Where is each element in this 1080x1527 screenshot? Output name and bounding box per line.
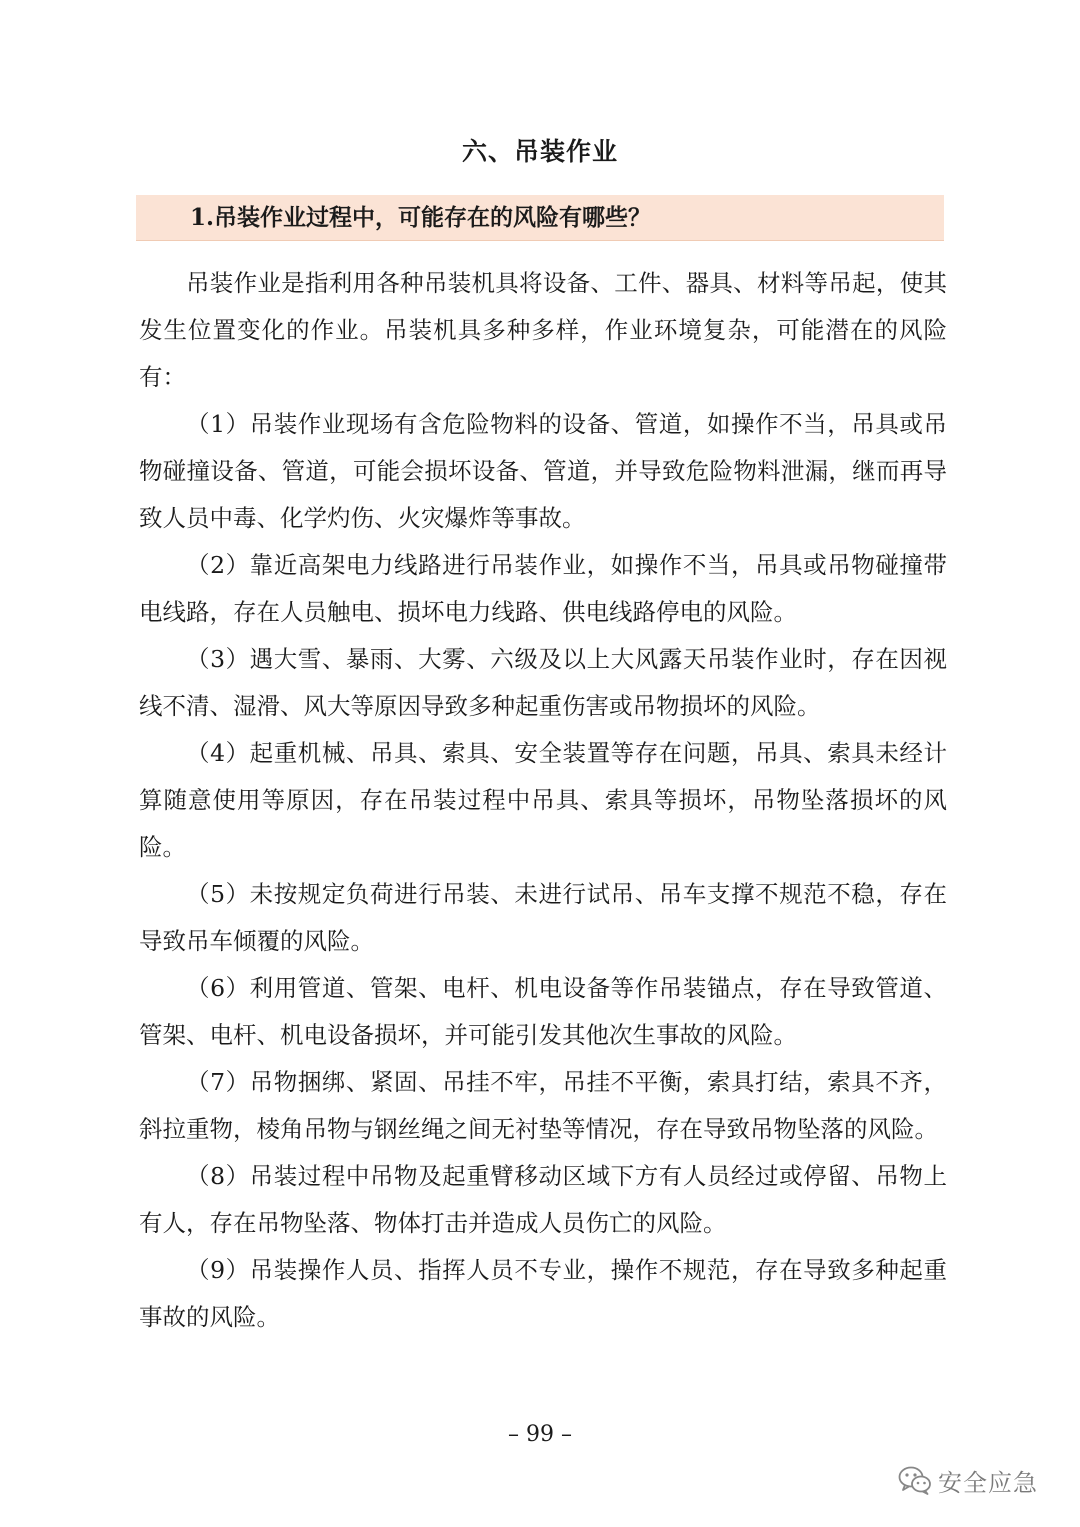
watermark-text: 安全应急 — [938, 1468, 1038, 1497]
risk-item-8: （8）吊装过程中吊物及起重臂移动区域下方有人员经过或停留、吊物上有人，存在吊物坠落、物体打击并造成人员伤亡的风险。 — [139, 1162, 947, 1237]
section-title: 六、吊装作业 — [461, 137, 618, 166]
risk-item-2: （2）靠近高架电力线路进行吊装作业，如操作不当，吊具或吊物碰撞带电线路，存在人员触电、损坏电力线路、供电线路停电的风险。 — [139, 551, 947, 626]
question-text: 1.吊装作业过程中，可能存在的风险有哪些？ — [190, 204, 652, 231]
intro-paragraph: 吊装作业是指利用各种吊装机具将设备、工件、器具、材料等吊起，使其发生位置变化的作业。吊装机具多种多样，作业环境复杂，可能潜在的风险有： — [139, 269, 947, 391]
page-number: – 99 – — [508, 1422, 572, 1447]
risk-item-3: （3）遇大雪、暴雨、大雾、六级及以上大风露天吊装作业时，存在因视线不清、湿滑、风大等原因导致多种起重伤害或吊物损坏的风险。 — [139, 645, 947, 720]
risk-item-1: （1）吊装作业现场有含危险物料的设备、管道，如操作不当，吊具或吊物碰撞设备、管道，可能会损坏设备、管道，并导致危险物料泄漏，继而再导致人员中毒、化学灼伤、火灾爆炸等事故。 — [139, 410, 947, 532]
risk-item-7: （7）吊物捆绑、紧固、吊挂不牢，吊挂不平衡，索具打结，索具不齐，斜拉重物，棱角吊物与钢丝绳之间无衬垫等情况，存在导致吊物坠落的风险。 — [139, 1068, 947, 1143]
watermark — [898, 1462, 1038, 1498]
risk-item-5: （5）未按规定负荷进行吊装、未进行试吊、吊车支撑不规范不稳，存在导致吊车倾覆的风险。 — [139, 880, 947, 955]
risk-item-9: （9）吊装操作人员、指挥人员不专业，操作不规范，存在导致多种起重事故的风险。 — [139, 1256, 947, 1331]
body-text — [139, 260, 947, 1341]
risk-item-4: （4）起重机械、吊具、索具、安全装置等存在问题，吊具、索具未经计算随意使用等原因，存在吊装过程中吊具、索具等损坏，吊物坠落损坏的风险。 — [139, 739, 947, 861]
question-header — [136, 195, 944, 241]
risk-item-6: （6）利用管道、管架、电杆、机电设备等作吊装锚点，存在导致管道、管架、电杆、机电设备损坏，并可能引发其他次生事故的风险。 — [139, 974, 947, 1049]
wechat-icon — [898, 1465, 932, 1495]
